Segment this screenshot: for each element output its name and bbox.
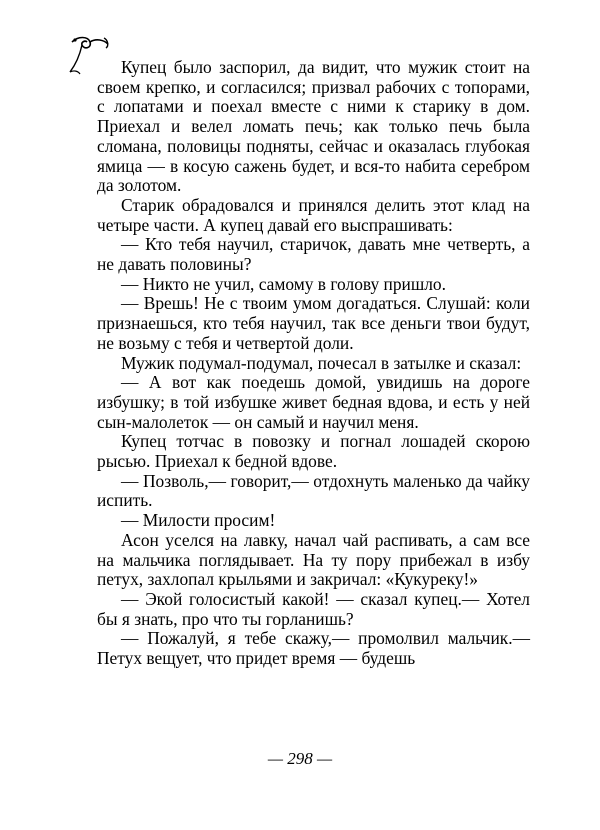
paragraph: — Милости просим!	[121, 510, 276, 531]
body-text	[97, 58, 530, 669]
paragraph: — Кто тебя научил, старичок, давать мне четверть, а не давать половины?	[97, 234, 530, 275]
paragraph: Мужик подумал-подумал, почесал в затылке и сказал:	[121, 352, 522, 373]
paragraph: — А вот как поедешь домой, увидишь на дороге избушку; в той избушке живет бедная вдова, и есть у ней сын-малолеток — он самый и научил меня.	[97, 372, 530, 432]
paragraph: — Никто не учил, самому в голову пришло.	[121, 273, 446, 294]
paragraph: Асон уселся на лавку, начал чай распивать, а сам все на мальчика поглядывает. На ту пору прибежал в избу петух, захлопал крыльями и закричал: «Кукуреку!»	[97, 529, 530, 590]
paragraph: — Позволь,— говорит,— отдохнуть маленько да чайку испить.	[97, 470, 530, 511]
page-number: — 298 —	[267, 749, 333, 768]
paragraph: Купец тотчас в повозку и погнал лошадей скорою рысью. Приехал к бедной вдове.	[97, 431, 530, 472]
paragraph: Купец было заспорил, да видит, что мужик стоит на своем крепко, и согласился; призвал рабочих с топорами, с лопатами и поехал вместе с ними к старику в дом. Приехал и велел ломать печь; как только печь была сломана, половицы подняты, сейчас и оказалась глубокая ямица — в косую сажень будет, и вся-то набита серебром да золотом.	[97, 57, 530, 196]
paragraph: — Пожалуй, я тебе скажу,— промолвил мальчик.— Петух вещует, что придет время — будешь	[97, 628, 530, 669]
paragraph: — Врешь! Не с твоим умом догадаться. Слушай: коли признаешься, кто тебя научил, так все деньги твои будут, не возьму с тебя и четвертой доли.	[97, 293, 530, 353]
paragraph: — Экой голосистый какой! — сказал купец.— Хотел бы я знать, про что ты горланишь?	[97, 588, 530, 629]
paragraph: Старик обрадовался и принялся делить этот клад на четыре части. А купец давай его выспрашивать:	[97, 194, 530, 235]
